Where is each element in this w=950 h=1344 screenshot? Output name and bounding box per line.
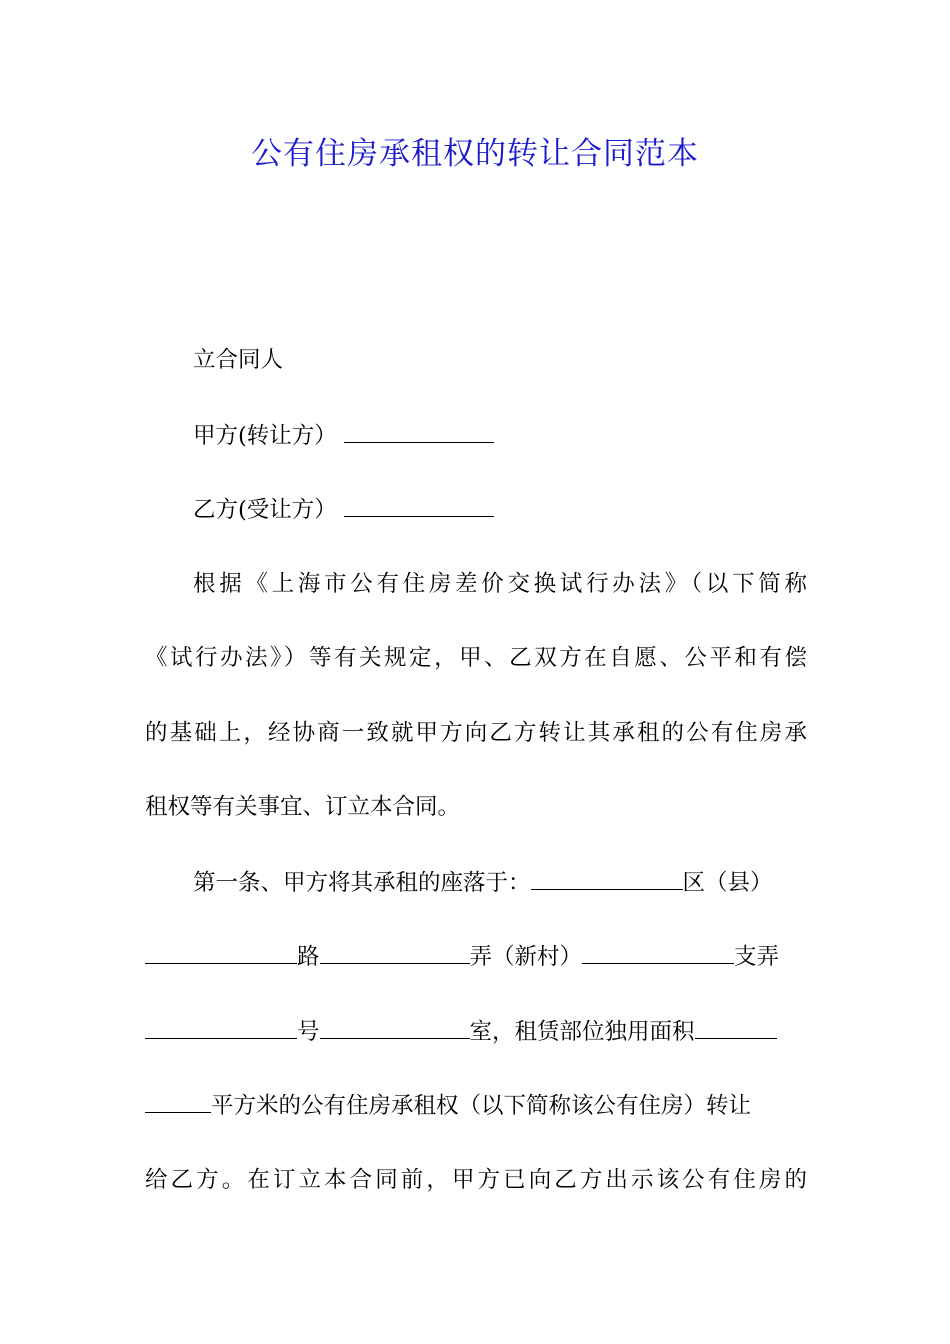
preamble-line-3: 的基础上，经协商一致就甲方向乙方转让其承租的公有住房承 [145, 720, 807, 746]
article1-line-1 [193, 867, 807, 898]
party-a-line [193, 420, 807, 451]
branch-lane-blank [582, 941, 734, 964]
road-blank [145, 941, 297, 964]
room-label: 室，租赁部位独用面积 [469, 1019, 695, 1045]
branch-lane-label: 支弄 [734, 944, 780, 970]
district-label: 区（县） [682, 870, 773, 896]
preamble-line-4: 租权等有关事宜、订立本合同。 [145, 794, 461, 820]
article1-intro: 第一条、甲方将其承租的座落于： [193, 870, 531, 896]
preamble-line-1: 根据《上海市公有住房差价交换试行办法》（以下简称 [193, 571, 807, 597]
area-blank-end [145, 1090, 211, 1113]
room-blank [320, 1016, 470, 1039]
preamble-line-2: 《试行办法》）等有关规定，甲、乙双方在自愿、公平和有偿 [145, 645, 807, 671]
party-b-line [193, 494, 807, 525]
number-label: 号 [297, 1019, 320, 1045]
document-title: 公有住房承租权的转让合同范本 [251, 136, 699, 172]
number-blank [145, 1016, 297, 1039]
district-blank [531, 867, 683, 890]
party-a-blank [344, 420, 494, 443]
party-b-label: 乙方(受让方） [193, 497, 337, 523]
lane-blank [320, 941, 470, 964]
lane-label: 弄（新村） [469, 944, 583, 970]
article1-area-text: 平方米的公有住房承租权（以下简称该公有住房）转让 [211, 1093, 752, 1119]
article1-line-2 [145, 941, 807, 972]
article1-line-4 [145, 1090, 807, 1121]
article1-line-3 [145, 1016, 807, 1047]
party-b-blank [344, 494, 494, 517]
road-label: 路 [297, 944, 320, 970]
article1-line-5: 给乙方。在订立本合同前，甲方已向乙方出示该公有住房的 [145, 1167, 807, 1193]
party-a-label: 甲方(转让方） [193, 423, 337, 449]
area-blank-start [695, 1016, 777, 1039]
parties-heading: 立合同人 [193, 347, 284, 373]
